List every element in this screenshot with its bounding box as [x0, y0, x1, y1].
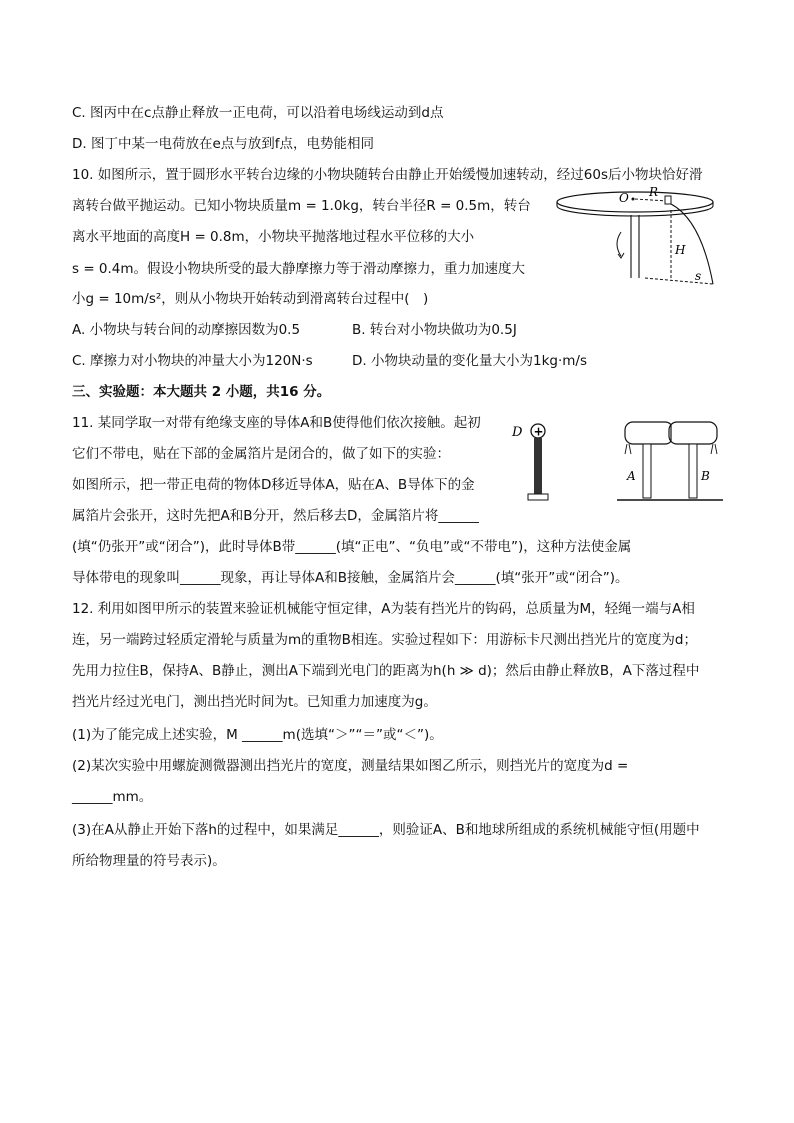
stand-b [689, 444, 697, 498]
conductor-a [625, 422, 673, 444]
charged-rod-figure [508, 418, 558, 508]
label-s: s [695, 269, 702, 283]
label-b: B [701, 469, 710, 483]
q10-line-1: 10. 如图所示，置于圆形水平转台边缘的小物块随转台由静止开始缓慢加速转动，经过60s后小物块恰好滑 [72, 167, 703, 183]
q10-option-a: A. 小物块与转台间的动摩擦因数为0.5 [72, 322, 301, 338]
label-d: D [512, 425, 523, 440]
center-point [632, 198, 635, 201]
plus-sign: + [533, 424, 544, 439]
q12-line-3: 先用力拉住B，保持A、B静止，测出A下端到光电门的距离为h(h ≫ d)；然后由静止释放B，A下落过程中 [72, 663, 700, 679]
insulating-rod [534, 438, 542, 494]
option-c-prev: C. 图丙中在c点静止释放一正电荷，可以沿着电场线运动到d点 [72, 105, 444, 121]
conductor-b [669, 422, 717, 444]
q11-line-1: 11. 某同学取一对带有绝缘支座的导体A和B使得他们依次接触。起初 [72, 415, 481, 431]
ground-line [645, 278, 713, 284]
label-o: O [619, 191, 629, 205]
turntable-figure [555, 182, 725, 287]
q11-line-3: 如图所示，把一带正电荷的物体D移近导体A，贴在A、B导体下的金 [72, 477, 475, 493]
q11-line-4: 属箔片会张开，这时先把A和B分开，然后移去D，金属箔片将______ [72, 508, 479, 524]
q11-line-6: 导体带电的现象叫______现象，再让导体A和B接触，金属箔片会______(填“张开”或“闭合”)。 [72, 570, 629, 586]
label-h: H [675, 243, 686, 257]
stand-a [643, 444, 651, 498]
foil-a [625, 444, 631, 454]
q12-line-1: 12. 利用如图甲所示的装置来验证机械能守恒定律，A为装有挡光片的钩码，总质量为M，轻绳一端与A相 [72, 601, 695, 617]
conductors-figure [615, 418, 725, 510]
q10-line-5: 小g = 10m/s²，则从小物块开始转动到滑离转台过程中( ) [72, 291, 429, 307]
label-a: A [627, 469, 636, 483]
q12-line-2: 连，另一端跨过轻质定滑轮与质量为m的重物B相连。实验过程如下：用游标卡尺测出挡光片的宽度为d； [72, 632, 697, 648]
q10-option-b: B. 转台对小物块做功为0.5J [352, 322, 517, 338]
section-heading: 三、实验题：本大题共 2 小题，共16 分。 [72, 384, 331, 400]
turntable-top [557, 192, 713, 212]
rotation-arrow [617, 232, 621, 256]
q12-line-4: 挡光片经过光电门，测出挡光时间为t。已知重力加速度为g。 [72, 694, 437, 710]
option-d-prev: D. 图丁中某一电荷放在e点与放到f点，电势能相同 [72, 136, 375, 152]
q12-sub-3: (3)在A从静止开始下落h的过程中，如果满足______，则验证A、B和地球所组成的系统机械能守恒(用题中 [72, 822, 700, 838]
q10-option-c: C. 摩擦力对小物块的冲量大小为120N·s [72, 353, 313, 369]
small-block [665, 196, 671, 204]
q10-line-4: s = 0.4m。假设小物块所受的最大静摩擦力等于滑动摩擦力，重力加速度大 [72, 261, 526, 277]
q10-line-2: 离转台做平抛运动。已知小物块质量m = 1.0kg，转台半径R = 0.5m，转台 [72, 198, 531, 214]
q12-sub-2-answer: ______mm。 [72, 789, 153, 805]
q11-line-2: 它们不带电，贴在下部的金属箔片是闭合的，做了如下的实验： [72, 446, 450, 462]
q10-line-3: 离水平地面的高度H = 0.8m，小物块平抛落地过程水平位移的大小 [72, 229, 475, 245]
q11-line-5: (填“仍张开”或“闭合”)，此时导体B带______(填“正电”、“负电”或“不带电”)，这种方法使金属 [72, 539, 632, 555]
q12-sub-2: (2)某次实验中用螺旋测微器测出挡光片的宽度，测量结果如图乙所示，则挡光片的宽度为d = [72, 758, 629, 774]
q10-option-d: D. 小物块动量的变化量大小为1kg·m/s [352, 353, 587, 369]
foil-b [711, 444, 717, 454]
rod-base [528, 494, 548, 500]
q12-sub-1: (1)为了能完成上述实验，M ______m(选填“＞”“＝”或“＜”)。 [72, 727, 443, 743]
label-r: R [649, 185, 659, 199]
q12-sub-3-cont: 所给物理量的符号表示)。 [72, 853, 226, 869]
radius-line [635, 199, 667, 201]
